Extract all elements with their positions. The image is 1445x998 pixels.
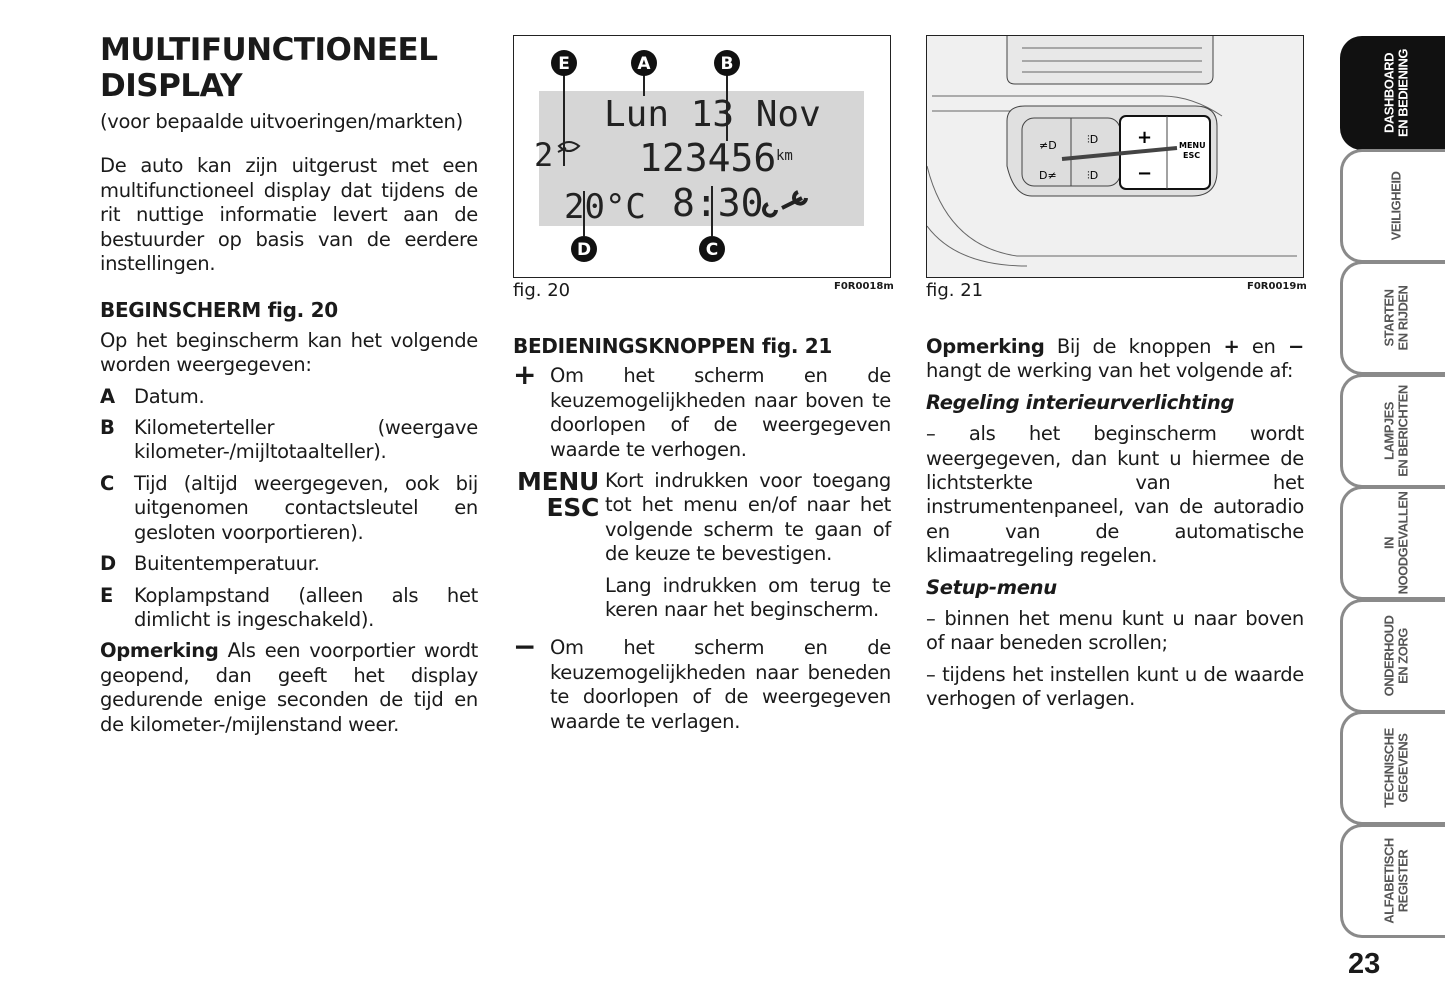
minus-description: − Om het scherm en de keuzemogelijkheden naar beneden te doorlopen of de weergegeven waarde te verlagen.	[513, 630, 891, 733]
subheading-setup: Setup-menu	[926, 575, 1057, 599]
column-3	[926, 335, 1304, 719]
callout-a	[631, 50, 657, 76]
svg-text:A: A	[637, 54, 651, 74]
note-paragraph	[100, 639, 478, 737]
svg-text:ESC: ESC	[1183, 151, 1201, 160]
figure-21-controls	[926, 35, 1304, 278]
chapter-tab[interactable]: TECHNISCHE GEGEVENS	[1340, 711, 1445, 825]
figure-20-code: F0R0018m	[834, 281, 894, 292]
svg-text:C: C	[705, 240, 719, 260]
subheading-lighting: Regeling interieurverlichting	[926, 390, 1235, 414]
subtitle: (voor bepaalde uitvoeringen/markten)	[100, 110, 463, 133]
callout-b	[714, 50, 740, 76]
menu-esc-button: MENU	[1179, 141, 1206, 150]
fog-light-icon: ≠D	[1039, 139, 1057, 152]
intro-paragraph: De auto kan zijn uitgerust met een multifunctioneel display dat tijdens de rit nuttige informatie levert aan de bestuurder op basis van de eerdere instellingen.	[100, 154, 478, 276]
callout-d	[571, 236, 597, 262]
chapter-tab[interactable]: LAMPJES EN BERICHTEN	[1340, 374, 1445, 488]
headlamp-down-icon: ⫶D	[1087, 169, 1099, 182]
chapter-tab[interactable]: DASHBOARD EN BEDIENING	[1340, 36, 1445, 150]
chapter-tab[interactable]: VEILIGHEID	[1340, 149, 1445, 263]
chapter-tab[interactable]: IN NOODGEVALLEN	[1340, 486, 1445, 600]
page-title: MULTIFUNCTIONEEL DISPLAY	[100, 32, 438, 104]
figure-21-code: F0R0019m	[1247, 281, 1307, 292]
legend-item: B Kilometerteller (weergave kilometer-/mijltotaalteller).	[100, 416, 478, 464]
plus-button: +	[1137, 127, 1153, 148]
note-label: Opmerking	[100, 639, 219, 663]
setup-text-1: – binnen het menu kunt u naar boven of naar beneden scrollen;	[926, 607, 1304, 655]
controls-heading: BEDIENINGSKNOPPEN fig. 21	[513, 334, 833, 358]
column-1	[100, 32, 478, 744]
plus-description: + Om het scherm en de keuzemogelijkheden naar boven te doorlopen of de weergegeven waarde te verhogen.	[513, 358, 891, 461]
minus-button: −	[1137, 163, 1153, 184]
figure-20-display	[513, 35, 891, 278]
section-heading: BEGINSCHERM fig. 20	[100, 298, 338, 323]
column-2	[513, 312, 891, 741]
lighting-text: – als het beginscherm wordt weergegeven, dan kunt u hiermee de lichtsterkte van het instrumentenpaneel, van de autoradio en van de automatische klimaatregeling regelen.	[926, 422, 1304, 568]
headlamp-adjust-icon: ⫶D	[1087, 133, 1099, 146]
figure-20-caption: fig. 20	[513, 280, 571, 301]
svg-text:B: B	[720, 54, 734, 74]
setup-text-2: – tijdens het instellen kunt u de waarde verhogen of verlagen.	[926, 662, 1304, 711]
legend-item: D Buitentemperatuur.	[100, 552, 320, 576]
svg-text:E: E	[558, 54, 570, 74]
callout-c	[699, 236, 725, 262]
chapter-tab[interactable]: ONDERHOUD EN ZORG	[1340, 599, 1445, 713]
legend-item: C Tijd (altijd weergegeven, ook bij uitgenomen contactsleutel en gesloten voorportieren).	[100, 471, 478, 544]
temperature-readout: 20°C	[564, 187, 646, 227]
legend-item: E Koplampstand (alleen als het dimlicht is ingeschakeld).	[100, 583, 478, 631]
svg-text:D: D	[576, 240, 592, 260]
date-readout: Lun 13 Nov	[604, 94, 821, 135]
clock-readout: 8:30	[672, 181, 764, 225]
chapter-tab[interactable]: STARTEN EN RIJDEN	[1340, 261, 1445, 375]
chapter-tab[interactable]: ALFABETISCH REGISTER	[1340, 824, 1445, 938]
menu-esc-description: MENU ESC Kort indrukken voor toegang tot het menu en/of naar het volgende scherm te gaan of de keuze te bevestigen. Lang indrukken om terug te keren naar het beginscherm.	[517, 467, 891, 622]
headlamp-level: 2	[534, 136, 554, 174]
odometer-readout: 123456	[639, 136, 777, 180]
odometer-unit: km	[776, 148, 793, 164]
figure-21-caption: fig. 21	[926, 280, 984, 301]
lead-paragraph: Op het beginscherm kan het volgende worden weergegeven:	[100, 328, 478, 377]
rear-fog-icon: D≠	[1039, 169, 1057, 182]
note-text: Als een voorportier wordt geopend, dan geeft het display gedurende enige seconden de tijd en de kilometer-/mijlenstand weer.	[100, 639, 478, 736]
page-number: 23	[1348, 948, 1381, 980]
legend-item: A Datum.	[100, 384, 205, 408]
buttons-note: Opmerking Bij de knoppen + en − hangt de werking van het volgende af:	[926, 335, 1304, 383]
callout-e	[551, 50, 577, 76]
